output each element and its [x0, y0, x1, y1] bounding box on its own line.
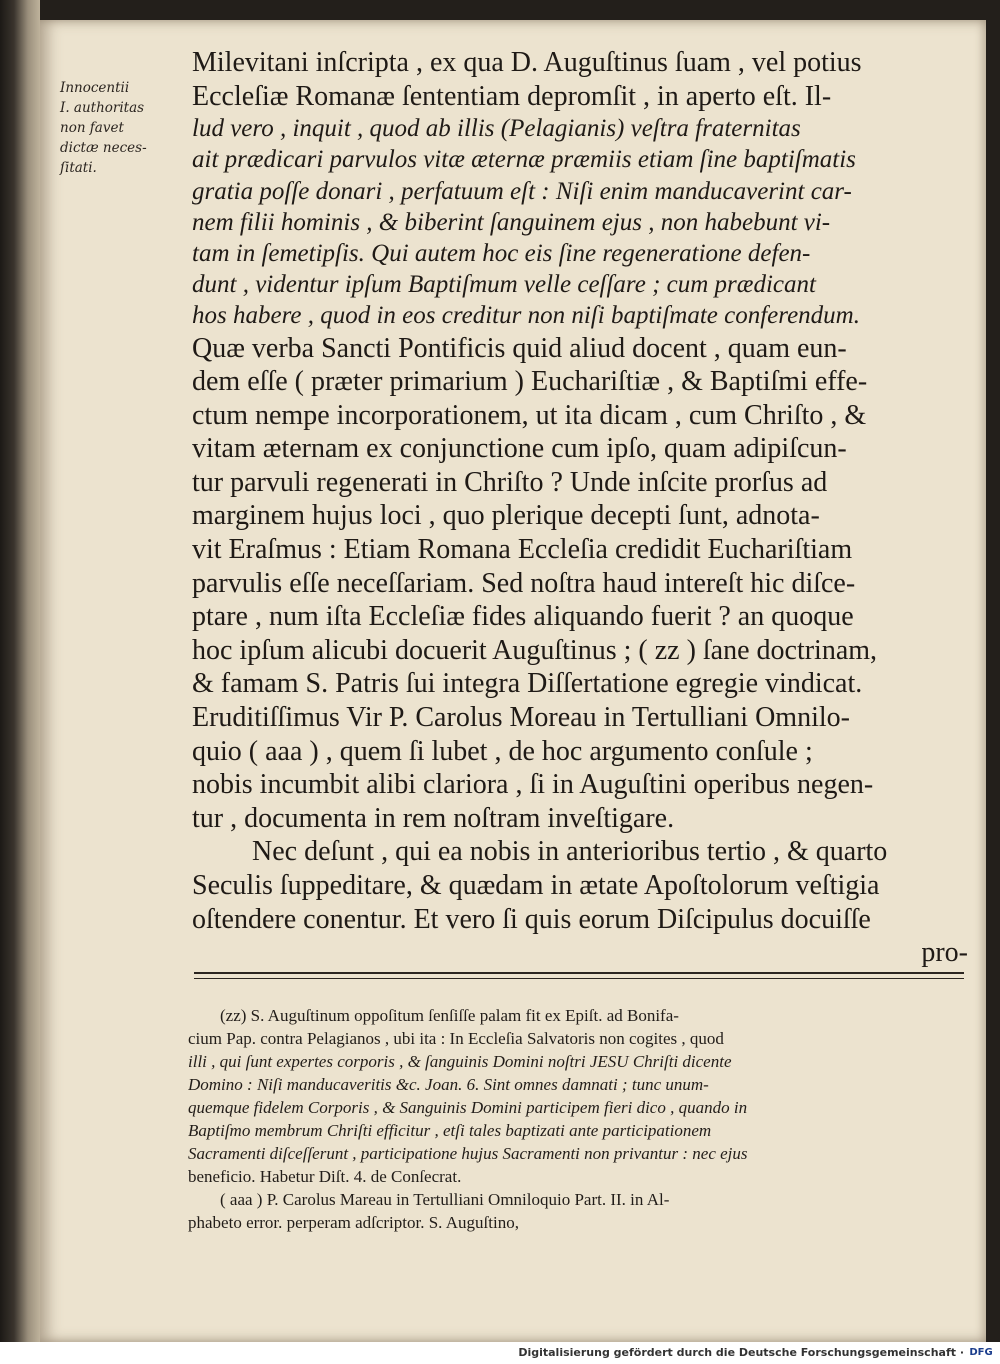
text-line: vitam æternam ex conjunctione cum ipſo, quam adipiſcun- [192, 433, 847, 465]
dfg-logo-icon: DFG [969, 1347, 993, 1358]
text-line: lud vero , inquit , quod ab illis (Pelagianis) veſtra fraternitas [192, 115, 801, 143]
text-line: & famam S. Patris ſui integra Diſſertatione egregie vindicat. [192, 668, 863, 700]
text-line: tam in ſemetipſis. Qui autem hoc eis ſine regeneratione defen- [192, 239, 811, 267]
footnote-line: ( aaa ) P. Carolus Mareau in Tertulliani Omniloquio Part. II. in Al- [220, 1190, 670, 1209]
text-line: marginem hujus loci , quo plerique decepti ſunt, adnota- [192, 500, 820, 532]
text-line: ctum nempe incorporationem, ut ita dicam , cum Chriſto , & [192, 399, 867, 431]
footer-bar [0, 1342, 1000, 1364]
main-text-block [192, 46, 968, 970]
text-line: Eccleſiæ Romanæ ſententiam depromſit , in aperto eſt. Il- [192, 80, 832, 112]
footnotes-block [188, 1004, 964, 1234]
margin-note-line: Innocentii [60, 80, 130, 96]
text-line: ait prædicari parvulos vitæ æternæ præmiis etiam ſine baptiſmatis [192, 146, 856, 174]
footnote-line: Sacramenti diſceſſerunt , participatione hujus Sacramenti non privantur : nec ejus [188, 1144, 748, 1163]
text-line: tur , documenta in rem noſtram inveſtigare. [192, 802, 675, 834]
footnote-line: Baptiſmo membrum Chriſti efficitur , etſi tales baptizati ante participationem [188, 1121, 712, 1140]
footnote-line: beneficio. Habetur Diſt. 4. de Conſecrat. [188, 1167, 462, 1186]
text-line: pro- [921, 937, 968, 969]
text-line: Nec deſunt , qui ea nobis in anterioribus tertio , & quarto [252, 836, 888, 868]
text-line: quio ( aaa ) , quem ſi lubet , de hoc argumento conſule ; [192, 735, 813, 767]
footnote-line: cium Pap. contra Pelagianos , ubi ita : In Eccleſia Salvatoris non cogites , quod [188, 1029, 724, 1048]
text-line: nobis incumbit alibi clariora , ſi in Auguſtini operibus negen- [192, 769, 874, 801]
text-line: parvulis eſſe neceſſariam. Sed noſtra haud intereſt hic diſce- [192, 567, 856, 599]
margin-note-line: non favet [60, 120, 124, 136]
footnote-line: Domino : Niſi manducaveritis &c. Joan. 6. Sint omnes damnati ; tunc unum- [188, 1075, 709, 1094]
text-line: nem filii hominis , & biberint ſanguinem ejus , non habebunt vi- [192, 208, 831, 236]
footnote-line: (zz) S. Auguſtinum oppoſitum ſenſiſſe palam fit ex Epiſt. ad Bonifa- [220, 1006, 679, 1025]
text-line: tur parvuli regenerati in Chriſto ? Unde inſcite prorſus ad [192, 466, 828, 498]
text-line: vit Eraſmus : Etiam Romana Eccleſia credidit Euchariſtiam [192, 534, 853, 566]
footnote-line: phabeto error. perperam adſcriptor. S. Auguſtino, [188, 1213, 519, 1232]
text-line: ptare , num iſta Eccleſiæ fides aliquando fuerit ? an quoque [192, 601, 854, 633]
text-line: Eruditiſſimus Vir P. Carolus Moreau in Tertulliani Omnilo- [192, 702, 850, 734]
text-line: oſtendere conentur. Et vero ſi quis eorum Diſcipulus docuiſſe [192, 903, 871, 935]
margin-note-line: I. authoritas [60, 100, 145, 116]
margin-note-line: dictæ neces- [60, 140, 147, 156]
footnote-line: quemque fidelem Corporis , & Sanguinis Domini participem fieri dico , quando in [188, 1098, 748, 1117]
text-line: dunt , videntur ipſum Baptiſmum velle ceſſare ; cum prædicant [192, 271, 816, 299]
text-line: Seculis ſuppeditare, & quædam in ætate Apoſtolorum veſtigia [192, 870, 880, 901]
margin-note-line: ſitati. [60, 160, 97, 176]
text-line: hoc ipſum alicubi docuerit Auguſtinus ; ( zz ) ſane doctrinam, [192, 634, 878, 666]
marginal-note [60, 78, 182, 178]
funding-credit: Digitalisierung gefördert durch die Deutsche Forschungsgemeinschaft · [518, 1346, 964, 1359]
book-gutter [0, 0, 40, 1342]
footnote-line: illi , qui ſunt expertes corporis , & ſanguinis Domini noſtri JESU Chriſti dicente [188, 1052, 732, 1071]
text-line: Milevitani inſcripta , ex qua D. Auguſtinus ſuam , vel potius [192, 47, 862, 78]
text-line: Quæ verba Sancti Pontificis quid aliud docent , quam eun- [192, 332, 847, 364]
text-line: dem eſſe ( præter primarium ) Euchariſtiæ , & Baptiſmi effe- [192, 366, 868, 398]
text-line: hos habere , quod in eos creditur non niſi baptiſmate conferendum. [192, 302, 860, 330]
text-line: gratia poſſe donari , perfatuum eſt : Niſi enim manducaverint car- [192, 177, 852, 205]
footnote-rule [194, 972, 964, 979]
